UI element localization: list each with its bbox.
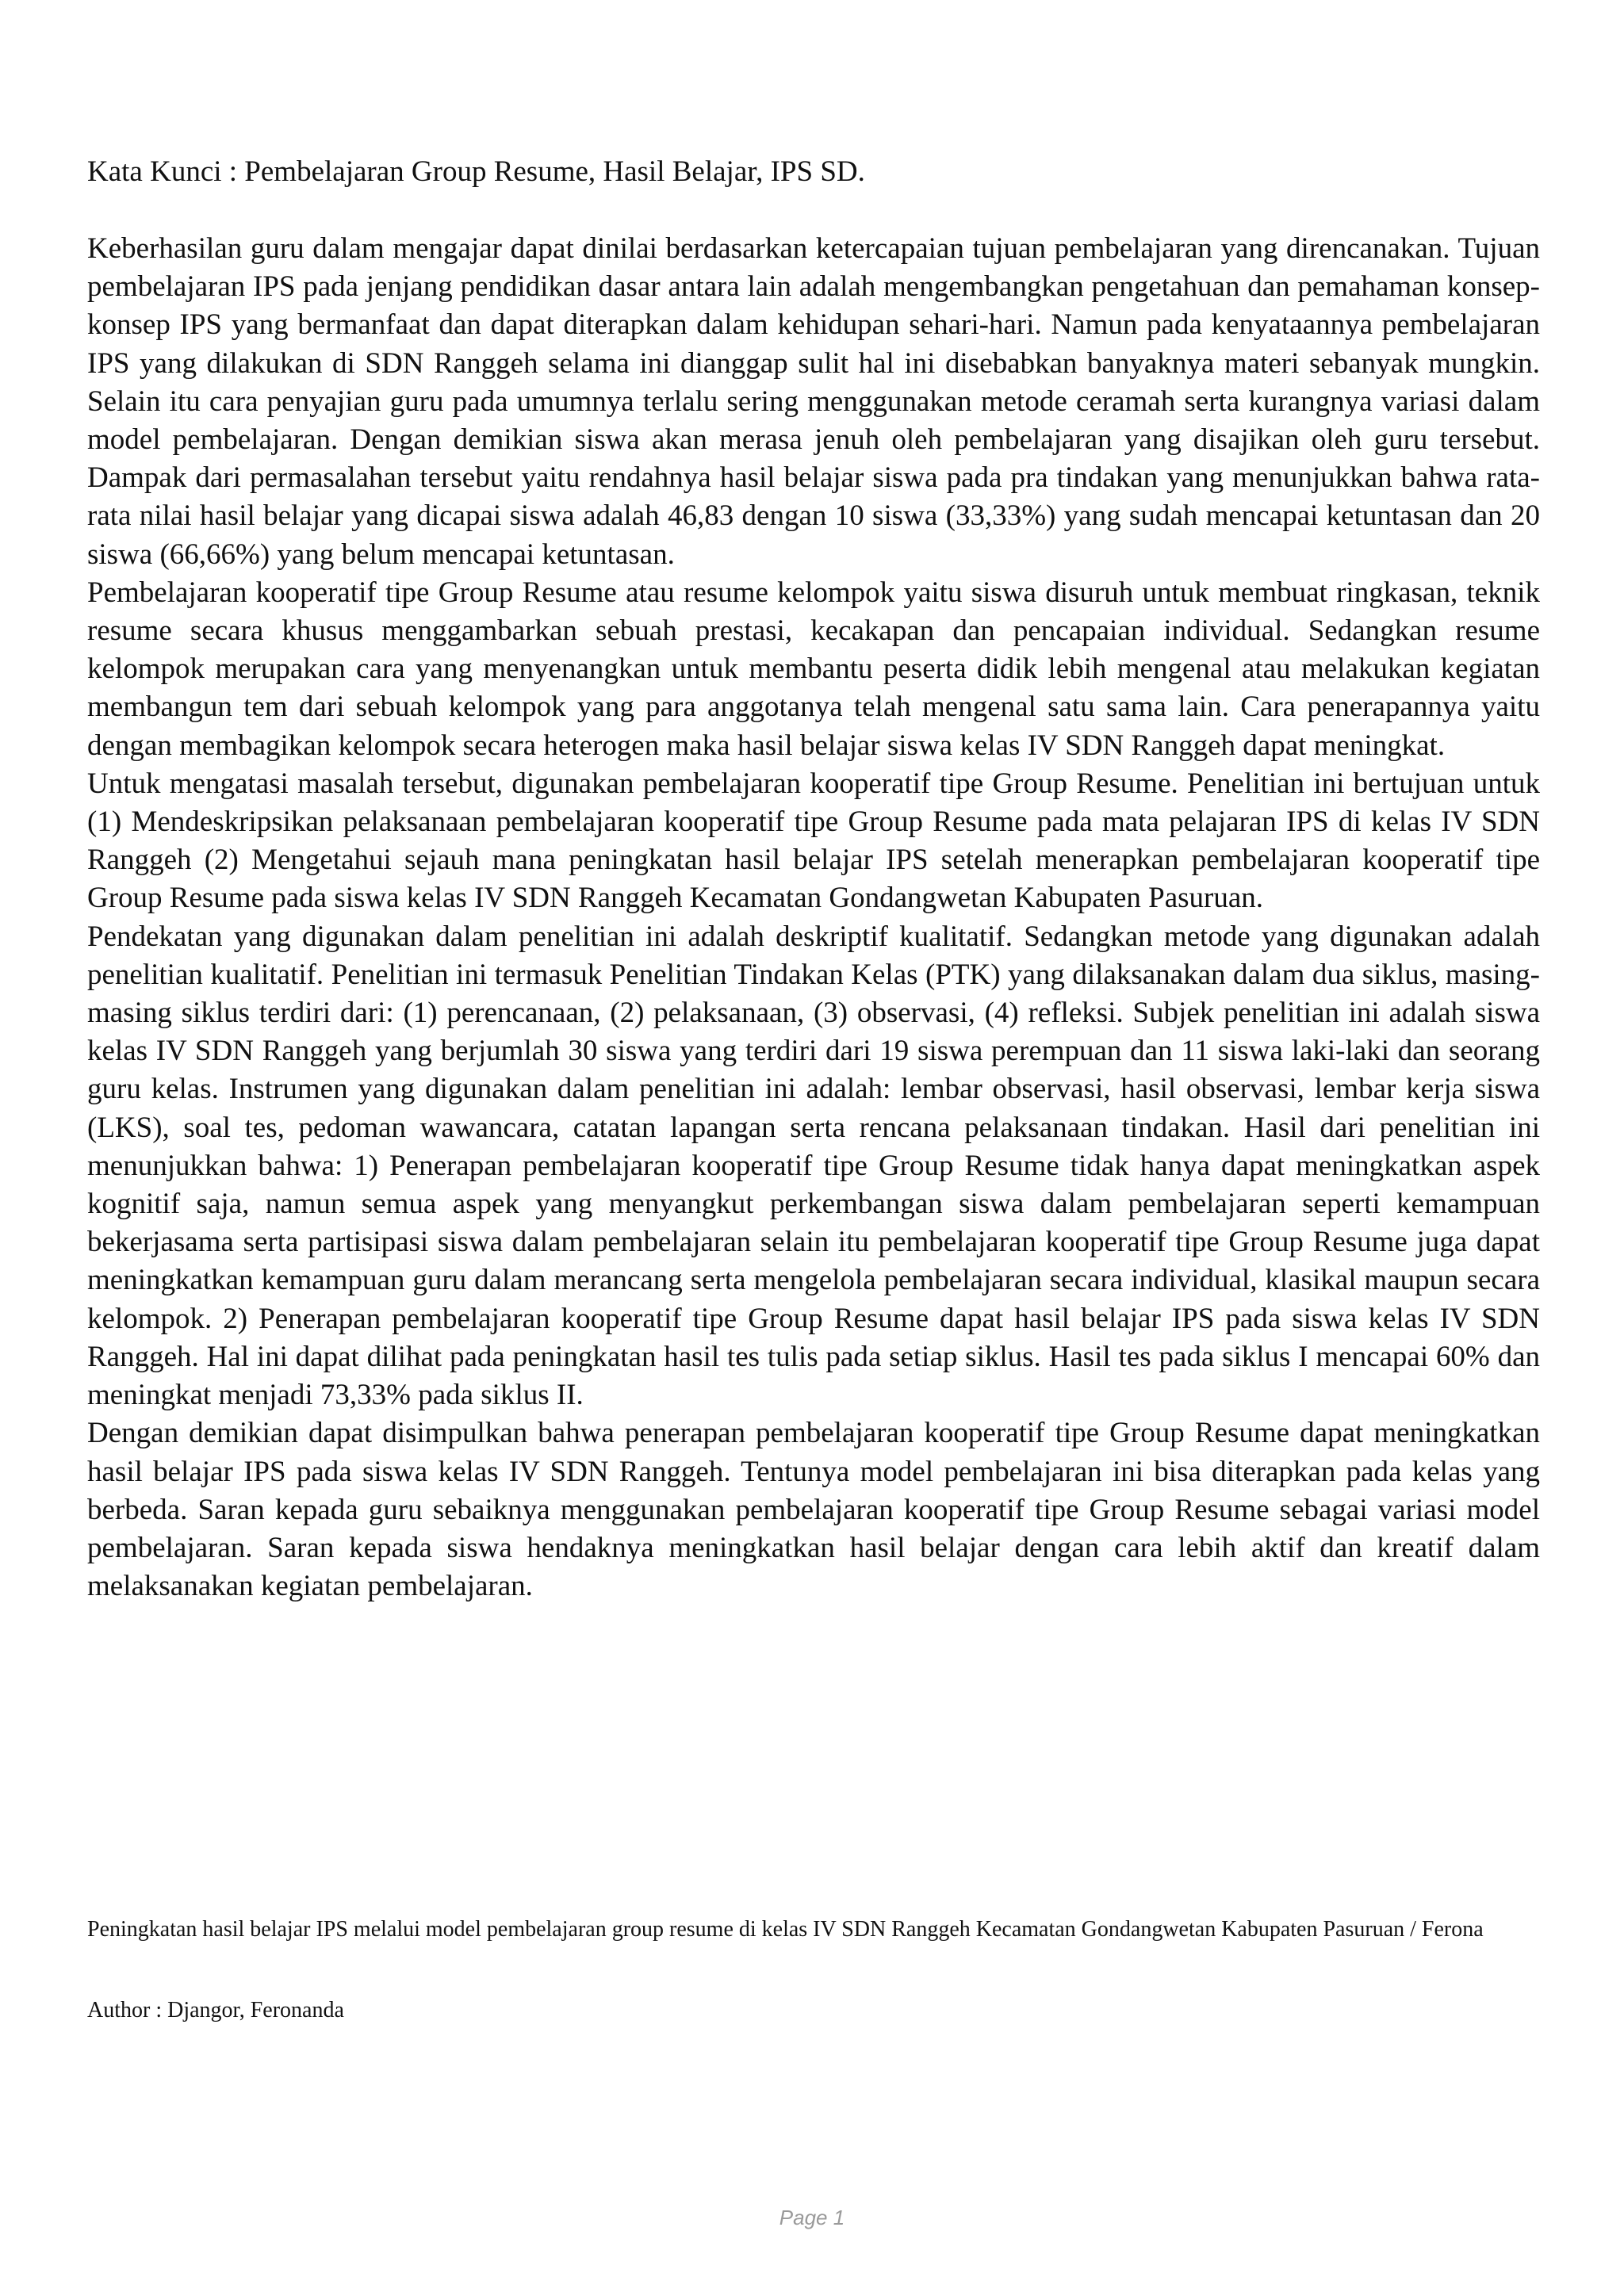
abstract-body (87, 230, 1540, 1605)
citation-line: Peningkatan hasil belajar IPS melalui model pembelajaran group resume di kelas IV SDN Ranggeh Kecamatan Gondangwetan Kabupaten Pasuruan / Ferona (87, 1917, 1484, 1942)
paragraph-background: Keberhasilan guru dalam mengajar dapat dinilai berdasarkan ketercapaian tujuan pembelajaran yang direncanakan. Tujuan pembelajaran IPS pada jenjang pendidikan dasar antara lain adalah mengembangkan pengetahuan dan pemahaman konsep-konsep IPS yang bermanfaat dan dapat diterapkan dalam kehidupan sehari-hari. Namun pada kenyataannya pembelajaran IPS yang dilakukan di SDN Ranggeh selama ini dianggap sulit hal ini disebabkan banyaknya materi sebanyak mungkin. Selain itu cara penyajian guru pada umumnya terlalu sering menggunakan metode ceramah serta kurangnya variasi dalam model pembelajaran. Dengan demikian siswa akan merasa jenuh oleh pembelajaran yang disajikan oleh guru tersebut. Dampak dari permasalahan tersebut yaitu rendahnya hasil belajar siswa pada pra tindakan yang menunjukkan bahwa rata-rata nilai hasil belajar yang dicapai siswa adalah 46,83 dengan 10 siswa (33,33%) yang sudah mencapai ketuntasan dan 20 siswa (66,66%) yang belum mencapai ketuntasan. (87, 232, 1540, 571)
page-number: Page 1 (779, 2206, 845, 2229)
paragraph-conclusion: Dengan demikian dapat disimpulkan bahwa penerapan pembelajaran kooperatif tipe Group Resume dapat meningkatkan hasil belajar IPS pada siswa kelas IV SDN Ranggeh. Tentunya model pembelajaran ini bisa diterapkan pada kelas yang berbeda. Saran kepada guru sebaiknya menggunakan pembelajaran kooperatif tipe Group Resume sebagai variasi model pembelajaran. Saran kepada siswa hendaknya meningkatkan hasil belajar dengan cara lebih aktif dan kreatif dalam melaksanakan kegiatan pembelajaran. (87, 1417, 1540, 1603)
paragraph-objectives: Untuk mengatasi masalah tersebut, digunakan pembelajaran kooperatif tipe Group Resume. Penelitian ini bertujuan untuk (1) Mendeskripsikan pelaksanaan pembelajaran kooperatif tipe Group Resume pada mata pelajaran IPS di kelas IV SDN Ranggeh (2) Mengetahui sejauh mana peningkatan hasil belajar IPS setelah menerapkan pembelajaran kooperatif tipe Group Resume pada siswa kelas IV SDN Ranggeh Kecamatan Gondangwetan Kabupaten Pasuruan. (87, 767, 1540, 915)
paragraph-method-results: Pendekatan yang digunakan dalam penelitian ini adalah deskriptif kualitatif. Sedangkan metode yang digunakan adalah penelitian kualitatif. Penelitian ini termasuk Penelitian Tindakan Kelas (PTK) yang dilaksanakan dalam dua siklus, masing-masing siklus terdiri dari: (1) perencanaan, (2) pelaksanaan, (3) observasi, (4) refleksi. Subjek penelitian ini adalah siswa kelas IV SDN Ranggeh yang berjumlah 30 siswa yang terdiri dari 19 siswa perempuan dan 11 siswa laki-laki dan seorang guru kelas. Instrumen yang digunakan dalam penelitian ini adalah: lembar observasi, hasil observasi, lembar kerja siswa (LKS), soal tes, pedoman wawancara, catatan lapangan serta rencana pelaksanaan tindakan. Hasil dari penelitian ini menunjukkan bahwa: 1) Penerapan pembelajaran kooperatif tipe Group Resume tidak hanya dapat meningkatkan aspek kognitif saja, namun semua aspek yang menyangkut perkembangan siswa dalam pembelajaran seperti kemampuan bekerjasama serta partisipasi siswa dalam pembelajaran selain itu pembelajaran kooperatif tipe Group Resume juga dapat meningkatkan kemampuan guru dalam merancang serta mengelola pembelajaran secara individual, klasikal maupun secara kelompok. 2) Penerapan pembelajaran kooperatif tipe Group Resume dapat hasil belajar IPS pada siswa kelas IV SDN Ranggeh. Hal ini dapat dilihat pada peningkatan hasil tes tulis pada setiap siklus. Hasil tes pada siklus I mencapai 60% dan meningkat menjadi 73,33% pada siklus II. (87, 920, 1540, 1412)
keywords-line: Kata Kunci : Pembelajaran Group Resume, Hasil Belajar, IPS SD. (87, 155, 865, 188)
paragraph-group-resume: Pembelajaran kooperatif tipe Group Resume atau resume kelompok yaitu siswa disuruh untuk membuat ringkasan, teknik resume secara khusus menggambarkan sebuah prestasi, kecakapan dan pencapaian individual. Sedangkan resume kelompok merupakan cara yang menyenangkan untuk membantu peserta didik lebih mengenal atau melakukan kegiatan membangun tem dari sebuah kelompok yang para anggotanya telah mengenal satu sama lain. Cara penerapannya yaitu dengan membagikan kelompok secara heterogen maka hasil belajar siswa kelas IV SDN Ranggeh dapat meningkat. (87, 576, 1540, 762)
author-line: Author : Djangor, Feronanda (87, 1998, 344, 2022)
